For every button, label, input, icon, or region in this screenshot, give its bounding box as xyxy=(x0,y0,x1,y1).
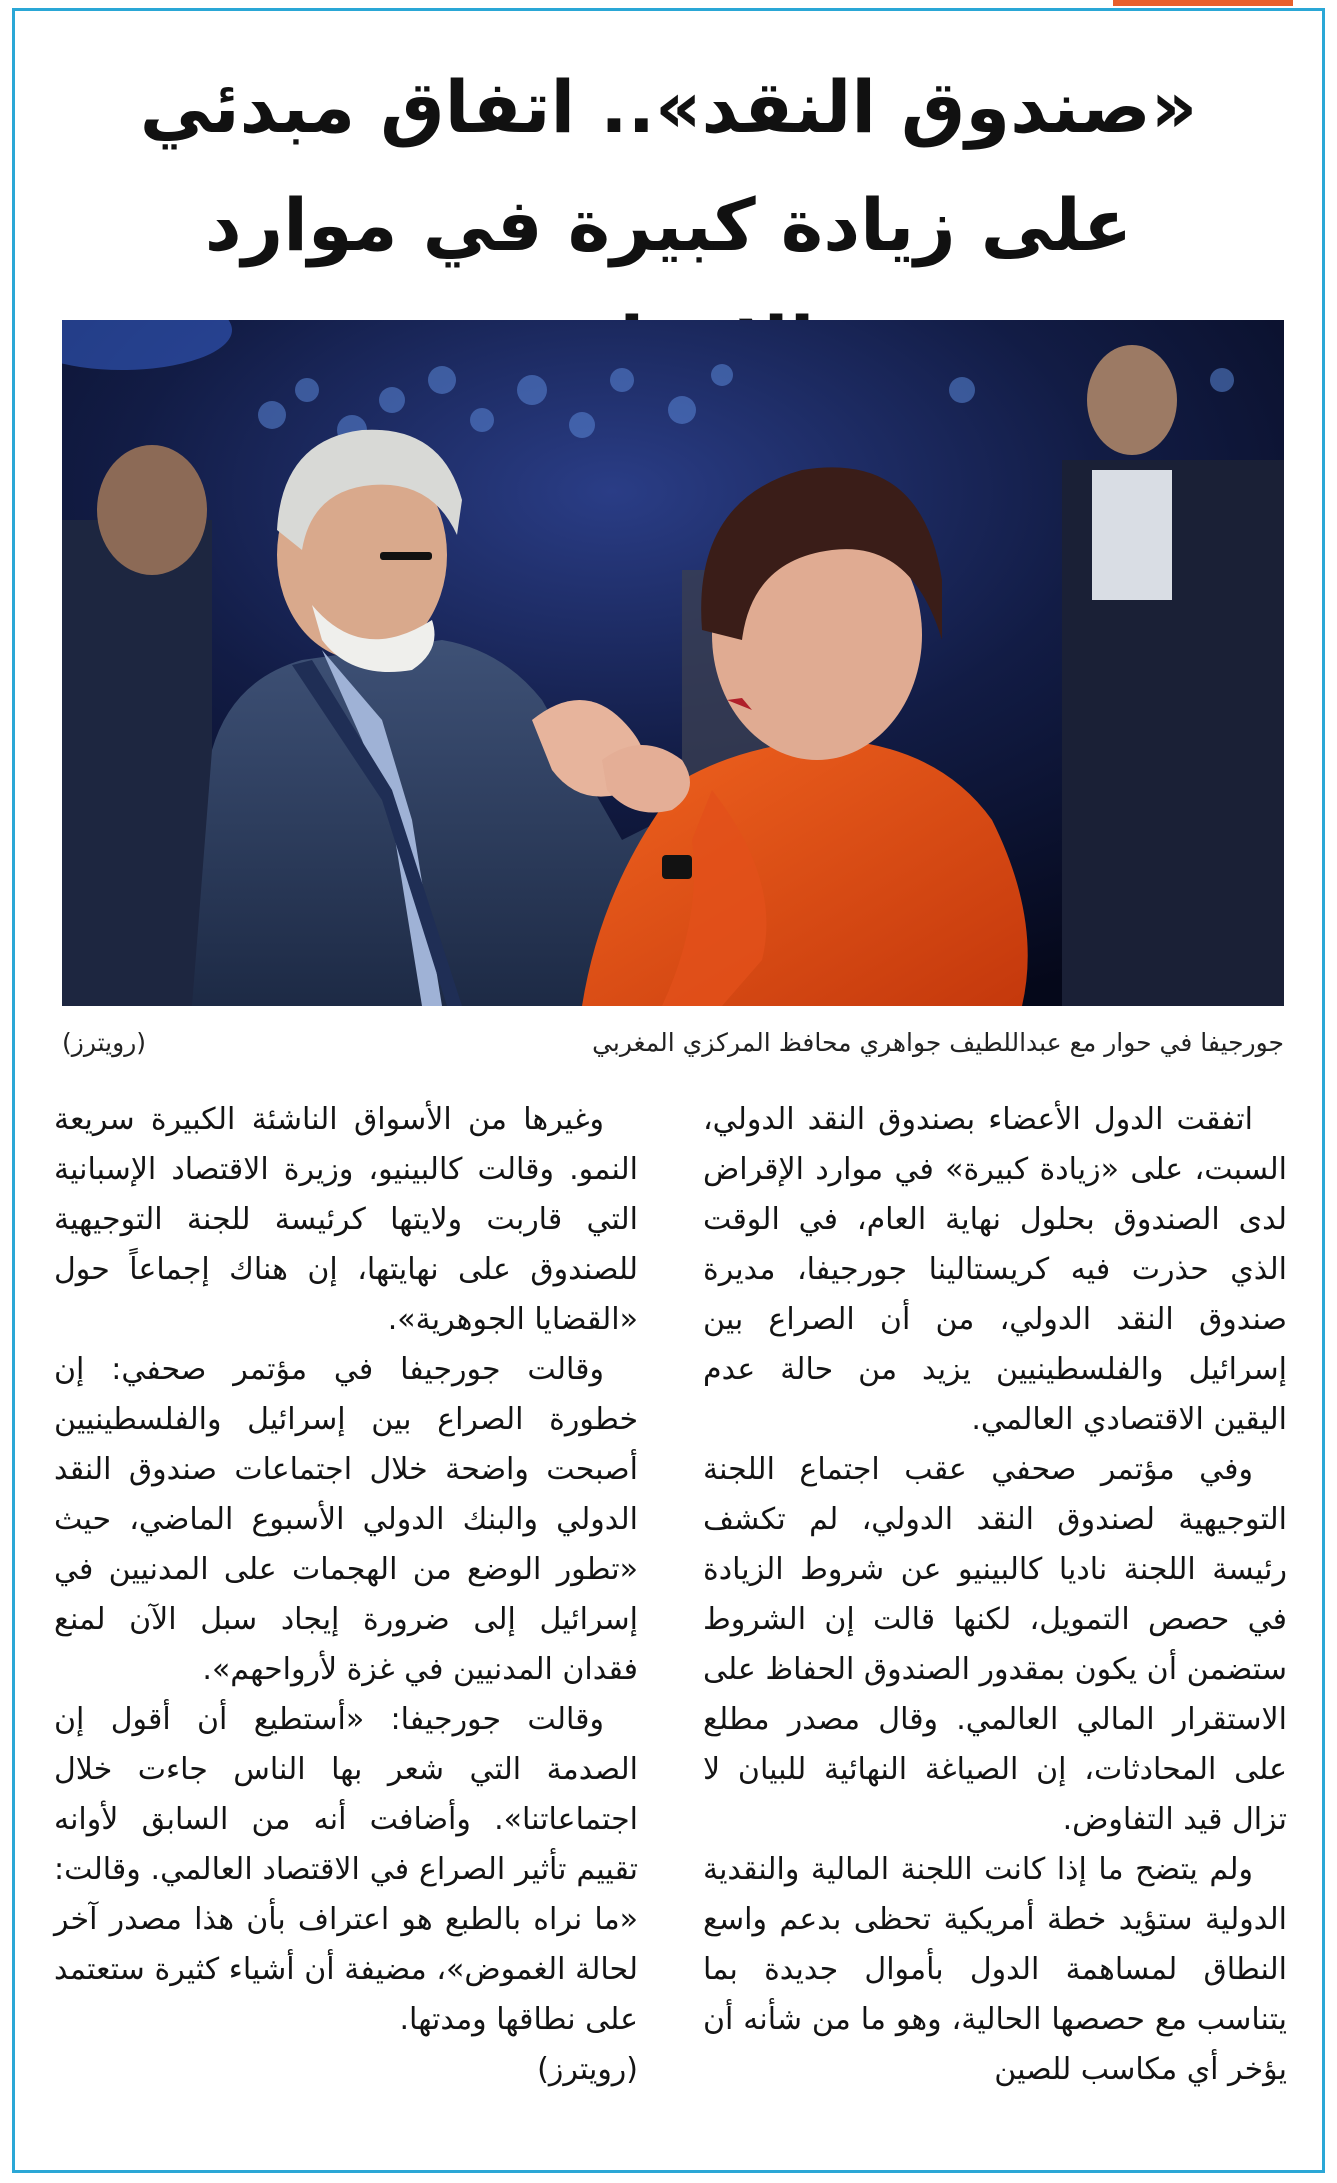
paragraph: وفي مؤتمر صحفي عقب اجتماع اللجنة التوجيهية لصندوق النقد الدولي، لم تكشف رئيسة اللجنة ناديا كالبينيو عن شروط الزيادة في حصص التمويل، لكنها قالت إن الشروط ستضمن أن يكون بمقدور الصندوق الحفاظ على الاستقرار المالي العالمي. وقال مصدر مطلع على المحادثات، إن الصياغة النهائية للبيان لا تزال قيد التفاوض. xyxy=(703,1452,1287,1837)
article-column-left xyxy=(54,1095,638,2095)
photo-illustration xyxy=(62,320,1284,1006)
article-column-right xyxy=(703,1095,1287,2095)
paragraph: اتفقت الدول الأعضاء بصندوق النقد الدولي، السبت، على «زيادة كبيرة» في موارد الإقراض لدى الصندوق بحلول نهاية العام، في الوقت الذي حذرت فيه كريستالينا جورجيفا، مديرة صندوق النقد الدولي، من أن الصراع بين إسرائيل والفلسطينيين يزيد من حالة عدم اليقين الاقتصادي العالمي. xyxy=(703,1102,1287,1437)
headline-line-2: على زيادة كبيرة في موارد xyxy=(204,183,1133,267)
news-photo xyxy=(62,320,1284,1006)
photo-caption: جورجيفا في حوار مع عبداللطيف جواهري محافظ المركزي المغربي xyxy=(592,1028,1284,1057)
paragraph: ولم يتضح ما إذا كانت اللجنة المالية والنقدية الدولية ستؤيد خطة أمريكية تحظى بدعم واسع النطاق لمساهمة الدول بأموال جديدة بما يتناسب مع حصصها الحالية، وهو ما من شأنه أن يؤخر أي مكاسب للصين xyxy=(703,1852,1287,2087)
paragraph: وقالت جورجيفا: «أستطيع أن أقول إن الصدمة التي شعر بها الناس جاءت خلال اجتماعاتنا». وأضافت أنه من السابق لأوانه تقييم تأثير الصراع في الاقتصاد العالمي. وقالت: «ما نراه بالطبع هو اعتراف بأن هذا مصدر آخر لحالة الغموض»، مضيفة أن أشياء كثيرة ستعتمد على نطاقها ومدتها. xyxy=(54,1702,638,2037)
headline-line-1: «صندوق النقد».. اتفاق مبدئي xyxy=(139,65,1198,149)
paragraph: وقالت جورجيفا في مؤتمر صحفي: إن خطورة الصراع بين إسرائيل والفلسطينيين أصبحت واضحة خلال اجتماعات صندوق النقد الدولي والبنك الدولي الأسبوع الماضي، حيث «تطور الوضع من الهجمات على المدنيين في إسرائيل إلى ضرورة إيجاد سبل الآن لمنع فقدان المدنيين في غزة لأرواحهم». xyxy=(54,1352,638,1687)
section-accent-tab xyxy=(1113,0,1293,6)
paragraph: وغيرها من الأسواق الناشئة الكبيرة سريعة النمو. وقالت كالبينيو، وزيرة الاقتصاد الإسبانية التي قاربت ولايتها كرئيسة للجنة التوجيهية للصندوق على نهايتها، إن هناك إجماعاً حول «القضايا الجوهرية». xyxy=(54,1102,638,1337)
photo-credit: (رويترز) xyxy=(62,1028,147,1057)
photo-caption-row xyxy=(62,1028,1284,1074)
article-credit: (رويترز) xyxy=(537,2052,638,2087)
